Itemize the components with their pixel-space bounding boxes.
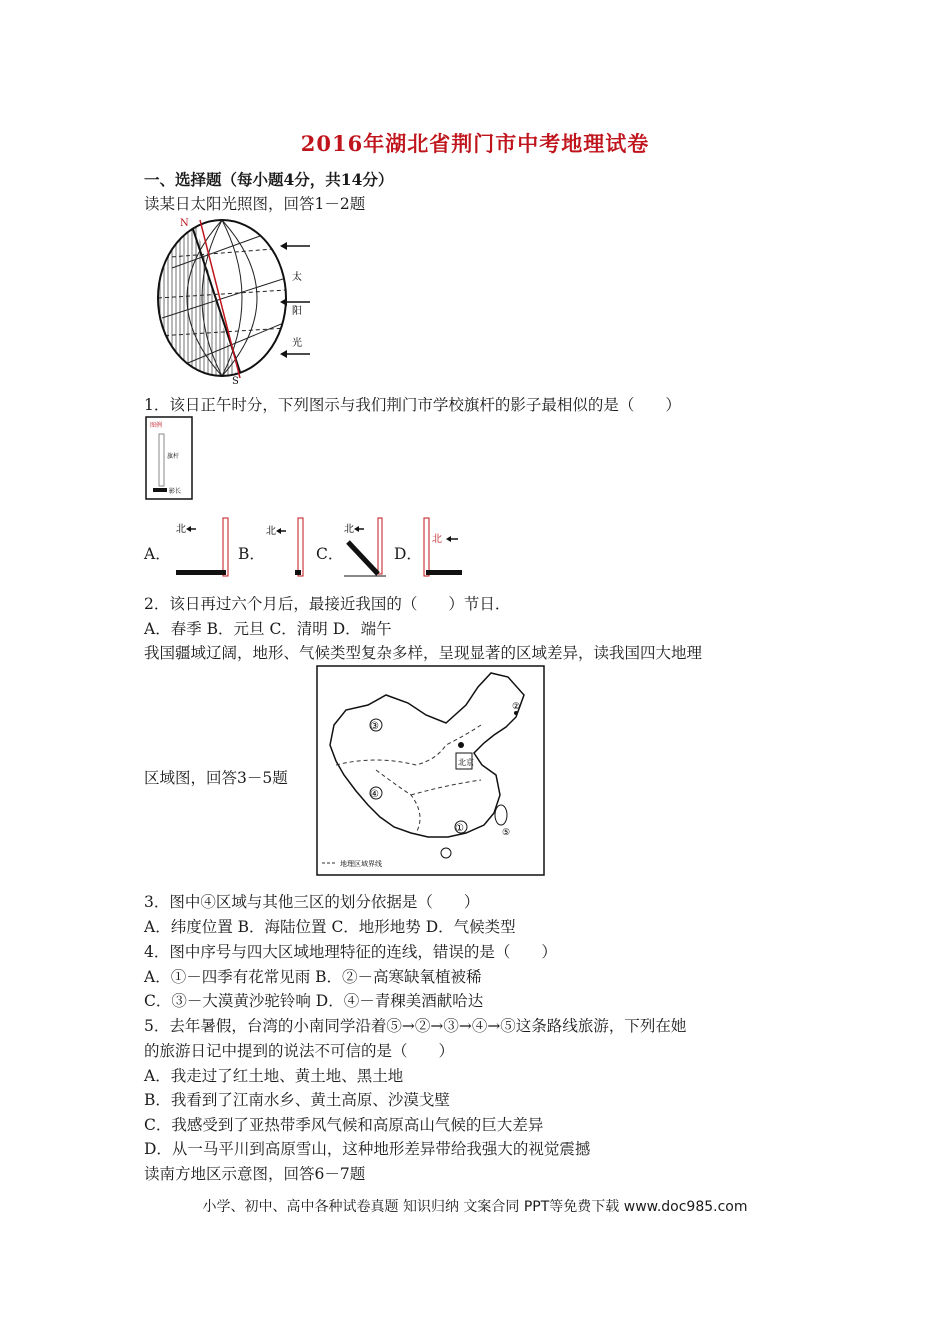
question-4-options-ab: A．①－四季有花常见雨 B．②－高寒缺氧植被稀 (144, 968, 482, 986)
section-intro: 读某日太阳光照图，回答1－2题 (144, 195, 366, 213)
section-heading: 一、选择题（每小题4分，共14分） (144, 170, 394, 189)
question-5-option-c: C．我感受到了亚热带季风气候和高原高山气候的巨大差异 (144, 1116, 544, 1134)
question-5-option-b: B．我看到了江南水乡、黄土高原、沙漠戈壁 (144, 1091, 450, 1109)
sunlight-label: 太 (292, 272, 302, 283)
question-5-option-a: A．我走过了红土地、黄土地、黑土地 (144, 1067, 404, 1085)
option-b-label[interactable]: B． (238, 545, 265, 563)
sunlight-label: 阳 (292, 306, 302, 317)
marker-5: ⑤ (502, 828, 511, 838)
question-5-line-2: 的旅游日记中提到的说法不可信的是（ ） (144, 1042, 455, 1060)
sunlight-globe-figure (142, 218, 322, 388)
option-d-label[interactable]: D． (394, 545, 422, 563)
option-b-figure[interactable] (262, 512, 310, 578)
shadow (295, 570, 301, 575)
sunlight-label: 光 (292, 338, 302, 349)
north-label: 北 (344, 524, 354, 535)
beijing-label: 北京 (458, 758, 474, 767)
north-arrow-icon (276, 528, 281, 534)
page-title: 2016年湖北省荆门市中考地理试卷 (300, 131, 650, 156)
question-5-option-d: D．从一马平川到高原雪山，这种地形差异带给我强大的视觉震撼 (144, 1140, 591, 1158)
q1-legend-box (145, 416, 195, 502)
question-4: 4．图中序号与四大区域地理特征的连线，错误的是（ ） (144, 943, 557, 961)
footer-text: 小学、初中、高中各种试卷真题 知识归纳 文案合同 PPT等免费下载 (202, 1199, 620, 1215)
night-area (142, 218, 240, 388)
taiwan-island (495, 805, 507, 825)
question-2: 2．该日再过六个月后，最接近我国的（ ）节日． (144, 595, 511, 613)
option-d-figure[interactable] (418, 512, 466, 578)
hainan-island (441, 848, 451, 858)
page-footer (0, 1196, 950, 1216)
flagpole-symbol (159, 434, 164, 486)
next-section-intro: 读南方地区示意图，回答6－7题 (144, 1165, 366, 1183)
map-legend-label: 地理区域界线 (340, 860, 382, 868)
north-arrow-icon (186, 526, 191, 532)
question-1: 1．该日正午时分，下列图示与我们荆门市学校旗杆的影子最相似的是（ ） (144, 396, 681, 414)
north-label: 北 (432, 534, 442, 545)
map-intro-line-2: 区域图，回答3－5题 (144, 769, 288, 787)
legend-shadow-label: 影长 (169, 488, 182, 495)
question-2-options: A．春季 B．元旦 C．清明 D．端午 (144, 620, 392, 638)
question-3-options: A．纬度位置 B．海陆位置 C．地形地势 D．气候类型 (144, 918, 516, 936)
map-intro-line-1: 我国疆域辽阔，地形、气候类型复杂多样，呈现显著的区域差异，读我国四大地理 (144, 644, 703, 662)
south-pole-label: S (232, 376, 239, 387)
shadow-symbol (153, 488, 167, 492)
option-c-label[interactable]: C． (316, 545, 344, 563)
china-regions-map (316, 665, 546, 877)
question-3: 3．图中④区域与其他三区的划分依据是（ ） (144, 893, 480, 911)
arrow-head-icon (280, 350, 287, 358)
north-label: 北 (176, 524, 186, 535)
shadow (176, 570, 226, 575)
marker-3: ③ (370, 721, 379, 732)
north-label: 北 (266, 526, 276, 537)
north-arrow-icon (354, 526, 359, 532)
north-arrow-icon (446, 536, 451, 542)
option-c-figure[interactable] (340, 512, 388, 578)
flagpole (298, 518, 303, 576)
marker-4: ④ (370, 789, 379, 800)
marker-1: ① (455, 823, 464, 834)
legend-pole-label: 旗杆 (167, 453, 180, 460)
option-a-figure[interactable] (170, 512, 232, 578)
question-4-options-cd: C．③－大漠黄沙驼铃响 D．④－青稞美酒献哈达 (144, 992, 484, 1010)
question-5-line-1: 5．去年暑假，台湾的小南同学沿着⑤→②→③→④→⑤这条路线旅游，下列在她 (144, 1017, 687, 1035)
shadow (348, 542, 378, 574)
footer-url[interactable]: www.doc985.com (623, 1199, 748, 1215)
arrow-head-icon (280, 242, 287, 250)
legend-title: 图例 (150, 422, 163, 429)
marker-2: ② (512, 702, 521, 712)
option-a-label[interactable]: A． (144, 545, 171, 563)
flagpole (378, 518, 382, 574)
flagpole (424, 518, 429, 576)
shadow (426, 570, 462, 575)
capital-dot (458, 742, 464, 748)
arrow-head-icon (280, 298, 287, 306)
flagpole (223, 518, 228, 576)
north-pole-label: N (180, 218, 189, 229)
